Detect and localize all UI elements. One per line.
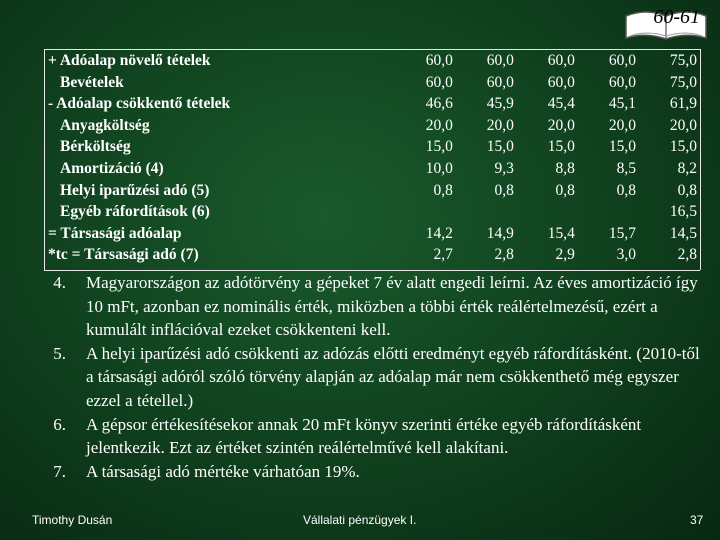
row-value: 8,5 (616, 159, 636, 177)
note-text: A gépsor értékesítésekor annak 20 mFt könyv szerinti értéke egyéb ráfordításként jelentkezik. Ezt az értéket szintén reálértelművé kell alakítani. (86, 414, 642, 458)
row-value: 60,0 (547, 52, 575, 69)
row-value: 60,0 (425, 73, 453, 91)
note-item (20, 413, 700, 460)
table-border-right (700, 49, 701, 270)
table-row (44, 158, 700, 180)
row-label: Helyi iparűzési adó (5) (60, 181, 210, 199)
note-number: 5. (53, 343, 66, 363)
table-row (44, 223, 700, 245)
row-value: 15,0 (669, 138, 697, 156)
table-row (44, 93, 700, 115)
row-value: 15,0 (608, 138, 636, 156)
row-label: Egyéb ráfordítások (6) (60, 203, 210, 221)
row-value: 20,0 (669, 116, 697, 134)
row-value: 20,0 (486, 116, 514, 134)
note-text: A társasági adó mértéke várhatóan 19%. (86, 461, 360, 481)
slide-badge: 60-61 (653, 6, 700, 28)
row-value: 60,0 (425, 52, 453, 69)
notes-list (20, 271, 700, 483)
row-value: 0,8 (555, 181, 575, 199)
row-value: 61,9 (669, 95, 697, 113)
row-value: 46,6 (425, 95, 453, 113)
row-value: 9,3 (494, 159, 514, 177)
row-value: 0,8 (616, 181, 636, 199)
row-value: 16,5 (669, 203, 697, 221)
row-value: 3,0 (616, 246, 636, 264)
note-text: Magyarországon az adótörvény a gépeket 7 év alatt engedi leírni. Az éves amortizáció így 10 mFt, azonban ez nominális érték, miközben a többi érték reálértelmezésű, ezért a kumulált inflációval ezeket csökkenteni kell. (86, 273, 698, 340)
row-value: 15,0 (547, 138, 575, 156)
row-value (578, 201, 639, 223)
row-label: Amortizáció (4) (60, 159, 164, 177)
row-value: 2,7 (433, 246, 453, 264)
row-value: 10,0 (425, 159, 453, 177)
row-value: 15,7 (608, 224, 636, 242)
footer-author: Timothy Dusán (32, 513, 113, 527)
row-value (517, 201, 578, 223)
note-item (20, 460, 700, 484)
table-row (44, 244, 700, 266)
row-value: 75,0 (669, 73, 697, 91)
row-value: 60,0 (608, 73, 636, 91)
row-value: 8,2 (677, 159, 697, 177)
row-value: 75,0 (669, 52, 697, 69)
table-row (44, 72, 700, 94)
row-label: Bérköltség (60, 138, 131, 156)
row-value: 14,5 (669, 224, 697, 242)
row-value: 60,0 (486, 52, 514, 69)
row-value (395, 201, 456, 223)
note-item (20, 271, 700, 342)
row-value: 2,9 (555, 246, 575, 264)
table-row (44, 136, 700, 158)
row-label: Bevételek (60, 73, 124, 91)
row-value: 2,8 (677, 246, 697, 264)
table-row (44, 50, 700, 72)
note-item (20, 342, 700, 413)
row-value: 8,8 (555, 159, 575, 177)
row-value: 60,0 (486, 73, 514, 91)
row-value: 60,0 (608, 52, 636, 69)
row-value: 0,8 (433, 181, 453, 199)
footer-page-number: 37 (690, 513, 704, 527)
row-value: 2,8 (494, 246, 514, 264)
footer-course: Vállalati pénzügyek I. (303, 513, 417, 527)
note-text: A helyi iparűzési adó csökkenti az adózás előtti eredményt egyéb ráfordításként. (2010-től a társasági adóról szóló törvény alapján az adóalap már nem csökkenthető még egyszer ezzel a tétellel.) (86, 343, 700, 410)
row-value: 45,4 (547, 95, 575, 113)
row-label: Anyagköltség (60, 116, 150, 134)
note-number: 6. (53, 414, 66, 434)
row-label: + Adóalap növelő tételek (48, 52, 211, 69)
row-value: 20,0 (608, 116, 636, 134)
row-label: *tc = Társasági adó (7) (48, 246, 199, 264)
row-value: 14,9 (486, 224, 514, 242)
note-number: 4. (53, 273, 66, 292)
row-value: 14,2 (425, 224, 453, 242)
tax-table (44, 50, 700, 266)
row-value: 0,8 (494, 181, 514, 199)
table-row (44, 201, 700, 223)
row-value: 20,0 (547, 116, 575, 134)
note-number: 7. (53, 461, 66, 481)
row-value: 15,0 (425, 138, 453, 156)
row-value: 45,1 (608, 95, 636, 113)
row-label: = Társasági adóalap (48, 224, 182, 242)
row-label: - Adóalap csökkentő tételek (48, 95, 231, 113)
row-value: 15,0 (486, 138, 514, 156)
row-value: 15,4 (547, 224, 575, 242)
table-row (44, 180, 700, 202)
table-row (44, 115, 700, 137)
row-value (456, 201, 517, 223)
row-value: 45,9 (486, 95, 514, 113)
row-value: 20,0 (425, 116, 453, 134)
row-value: 60,0 (547, 73, 575, 91)
row-value: 0,8 (677, 181, 697, 199)
